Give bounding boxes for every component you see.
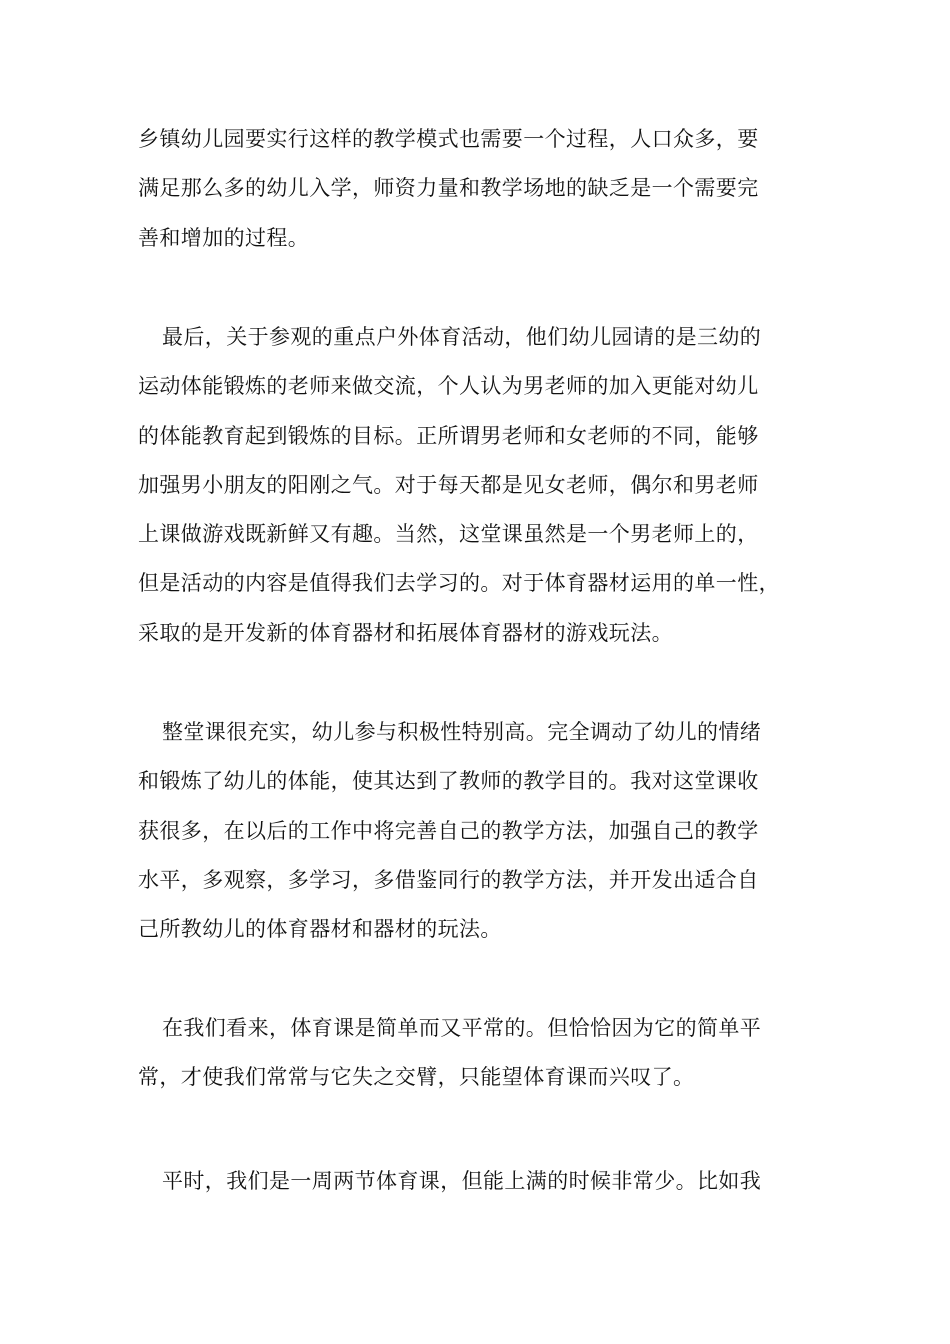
- paragraph-1: [138, 115, 798, 263]
- text-line: 最后，关于参观的重点户外体育活动，他们幼儿园请的是三幼的: [162, 325, 762, 349]
- text-line: 满足那么多的幼儿入学，师资力量和教学场地的缺乏是一个需要完: [138, 176, 759, 201]
- text-line: 己所教幼儿的体育器材和器材的玩法。: [138, 917, 502, 942]
- text-line: 整堂课很充实，幼儿参与积极性特别高。完全调动了幼儿的情绪: [162, 720, 762, 744]
- text-line: 常，才使我们常常与它失之交臂，只能望体育课而兴叹了。: [138, 1065, 695, 1090]
- text-line: 采取的是开发新的体育器材和拓展体育器材的游戏玩法。: [138, 620, 673, 645]
- text-line: 加强男小朋友的阳刚之气。对于每天都是见女老师，偶尔和男老师: [138, 472, 759, 497]
- paragraph-5: [138, 1157, 798, 1206]
- text-line: 在我们看来，体育课是简单而又平常的。但恰恰因为它的简单平: [162, 1016, 762, 1040]
- text-line: 平时，我们是一周两节体育课，但能上满的时候非常少。比如我: [162, 1169, 762, 1193]
- text-line: 但是活动的内容是值得我们去学习的。对于体育器材运用的单一性，: [138, 571, 780, 596]
- text-line: 和锻炼了幼儿的体能，使其达到了教师的教学目的。我对这堂课收: [138, 769, 759, 794]
- text-line: 的体能教育起到锻炼的目标。正所谓男老师和女老师的不同，能够: [138, 423, 759, 448]
- paragraph-3: [138, 708, 798, 954]
- text-line: 获很多，在以后的工作中将完善自己的教学方法，加强自己的教学: [138, 818, 759, 843]
- paragraph-2: [138, 313, 798, 658]
- text-line: 水平，多观察，多学习，多借鉴同行的教学方法，并开发出适合自: [138, 867, 759, 892]
- text-line: 善和增加的过程。: [138, 225, 310, 250]
- text-line: 乡镇幼儿园要实行这样的教学模式也需要一个过程，人口众多，要: [138, 127, 759, 151]
- paragraph-4: [138, 1004, 798, 1103]
- text-line: 运动体能锻炼的老师来做交流，个人认为男老师的加入更能对幼儿: [138, 374, 759, 399]
- text-line: 上课做游戏既新鲜又有趣。当然，这堂课虽然是一个男老师上的，: [138, 522, 759, 547]
